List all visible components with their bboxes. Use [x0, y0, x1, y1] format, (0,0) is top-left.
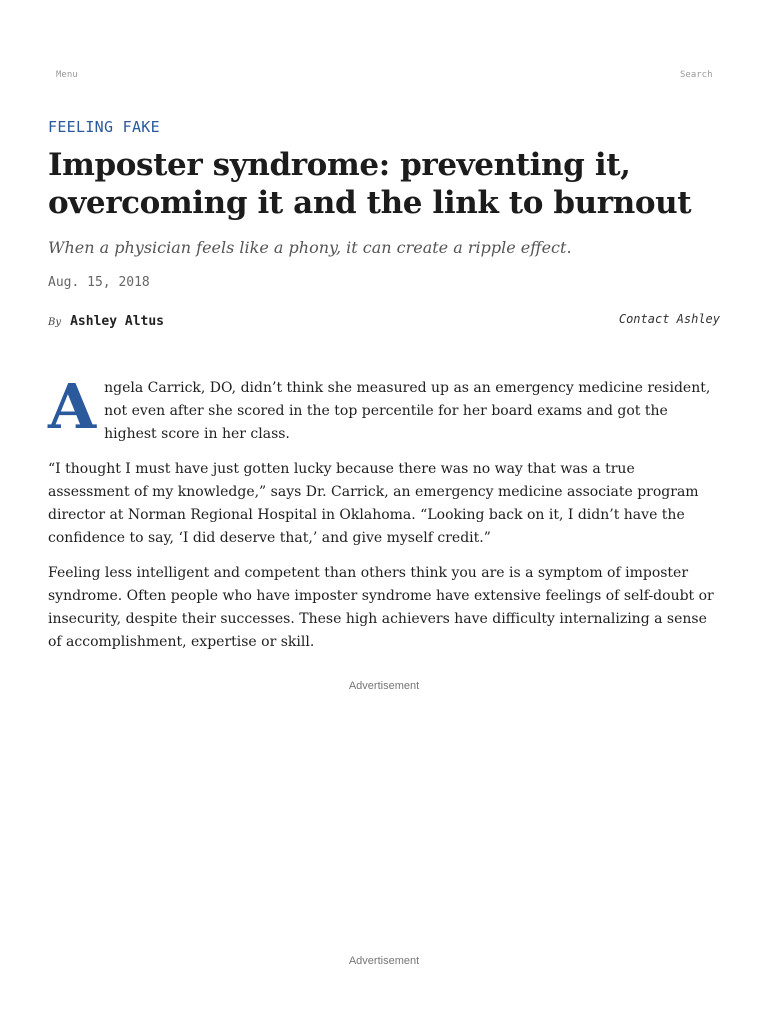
author-link[interactable]: Ashley Altus — [70, 314, 165, 329]
advertisement-slot[interactable] — [134, 700, 634, 940]
article-subheadline: When a physician feels like a phony, it can create a ripple effect. — [48, 238, 572, 257]
drop-cap: A — [48, 370, 97, 443]
article-paragraph: “I thought I must have just gotten lucky because there was no way that was a true assessment of my knowledge,” says Dr. Carrick, an emergency medicine associate program director at Norman Regional Hospital in Oklahoma. “Looking back on it, I didn’t have the confidence to say, ‘I did deserve that,’ and give myself credit.” — [48, 461, 699, 546]
publish-date: Aug. 15, 2018 — [48, 275, 150, 290]
article — [48, 116, 720, 666]
menu-button[interactable]: Menu — [56, 70, 78, 80]
article-kicker[interactable]: FEELING FAKE — [48, 118, 160, 136]
byline — [48, 310, 720, 330]
top-bar — [0, 0, 768, 100]
byline-by-label: By — [48, 317, 61, 328]
advertisement-label: Advertisement — [348, 955, 420, 967]
article-headline: Imposter syndrome: preventing it, overcoming it and the link to burnout — [48, 147, 692, 221]
advertisement-label: Advertisement — [348, 680, 420, 692]
search-button[interactable]: Search — [680, 70, 713, 80]
paragraph-text: ngela Carrick, DO, didn’t think she measured up as an emergency medicine resident, not even after she scored in the top percentile for her board exams and got the highest score in her class. — [104, 380, 711, 442]
contact-author-link[interactable]: Contact Ashley — [618, 312, 720, 326]
article-body — [48, 370, 720, 654]
article-paragraph — [48, 370, 720, 446]
article-paragraph: Feeling less intelligent and competent than others think you are is a symptom of imposter syndrome. Often people who have imposter syndrome have extensive feelings of self-doubt or insecurity, despite their successes. These high achievers have difficulty internalizing a sense of accomplishment, expertise or skill. — [48, 565, 714, 650]
